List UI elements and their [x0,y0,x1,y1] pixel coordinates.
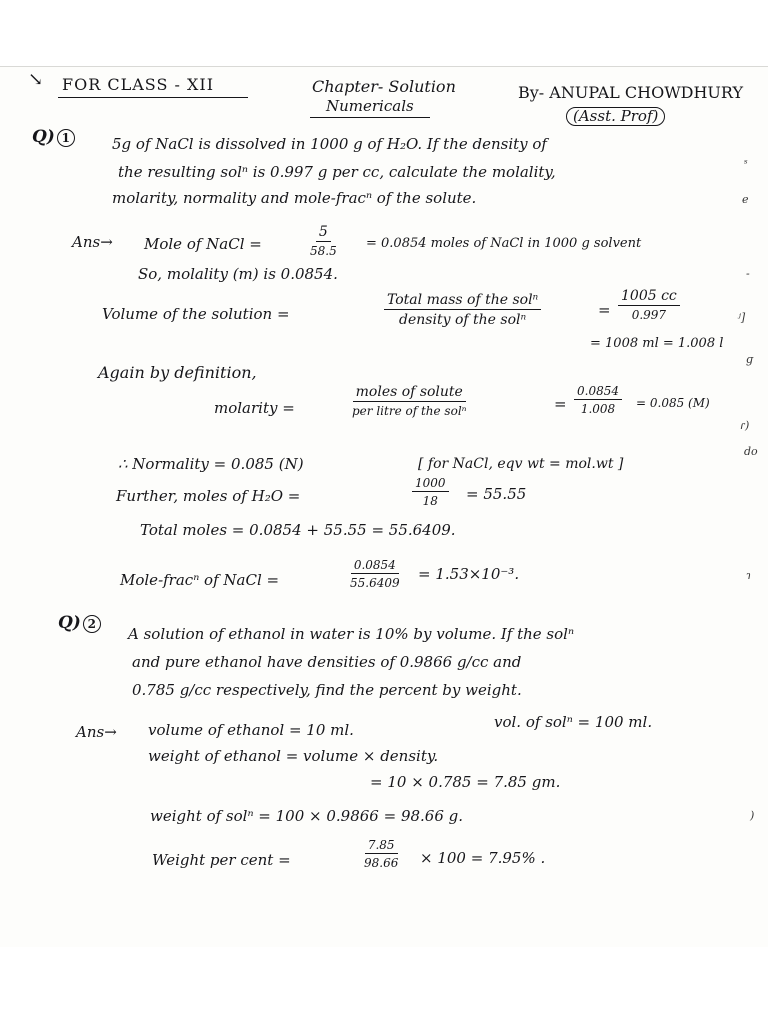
q1-water-result: = 55.55 [466,485,527,503]
q1-answer-label: Ans→ [72,233,113,251]
margin-scribble: ˢ [744,157,748,170]
q1-molarity-den: per litre of the solⁿ [352,404,467,418]
q1-mole-fraction [310,225,337,257]
q1-volume-fraction [384,293,541,327]
q1-volume-result: = 1008 ml = 1.008 l [590,336,724,351]
q1-molarity-num: moles of solute [353,385,466,402]
q1-mole-num: 5 [316,225,331,242]
q2-line2: and pure ethanol have densities of 0.9866 g/cc and [132,653,522,671]
q1-volume-num: Total mass of the solⁿ [384,293,541,310]
q1-volume-lhs: Volume of the solution = [102,305,290,323]
author-role: (Asst. Prof) [566,107,665,126]
margin-scribble: ɿ [746,569,751,582]
q1-molefrac-lhs: Mole-fracⁿ of NaCl = [120,571,280,589]
q1-normality: ∴ Normality = 0.085 (N) [118,455,304,473]
q2-line1: A solution of ethanol in water is 10% by volume. If the solⁿ [128,625,575,643]
q1-label: Q) 1 [32,129,75,147]
chapter-title: Chapter- Solution [312,77,456,96]
margin-scribble: e [742,193,749,206]
q2-number: 2 [83,615,101,633]
corner-tick: ↘ [28,69,44,90]
q2-answer-label: Ans→ [76,723,117,741]
q1-molefrac-num: 0.0854 [351,559,399,574]
q1-line1: 5g of NaCl is dissolved in 1000 g of H₂O. If the density of [112,135,547,153]
q1-molarity-lhs: molarity = [214,399,295,417]
q1-volume-den: density of the solⁿ [399,312,527,328]
margin-scribble: ɡ [746,353,754,366]
q2-weight-percent-fraction [364,839,398,869]
q1-molarity-eq: = [554,395,567,413]
q1-mole-rhs: = 0.0854 moles of NaCl in 1000 g solvent [366,236,642,251]
margin-scribble: ) [750,809,755,822]
margin-scribble: - [746,267,750,280]
q2-label: Q) 2 [58,615,101,633]
class-label: FOR CLASS - XII [62,75,215,94]
q1-water-den: 18 [422,494,438,508]
chapter-subtitle: Numericals [326,97,414,115]
q2-volume-ethanol: volume of ethanol = 10 ml. [148,721,354,739]
q1-molarity-fraction2 [574,385,622,415]
margin-scribble: ɾ) [740,419,750,432]
q2-weight-solution: weight of solⁿ = 100 × 0.9866 = 98.66 g. [150,807,464,825]
q2-weight-ethanol: weight of ethanol = volume × density. [148,747,439,765]
q1-number: 1 [57,129,75,147]
q1-molefrac-den: 55.6409 [350,576,400,590]
q1-total-moles: Total moles = 0.0854 + 55.55 = 55.6409. [140,521,456,539]
q2-line3: 0.785 g/cc respectively, find the percent by weight. [132,681,522,699]
q1-volume-num2: 1005 cc [618,289,680,306]
margin-scribble: do [744,445,758,458]
q1-mole-den: 58.5 [310,244,337,258]
q1-water-num: 1000 [412,477,449,492]
q2-wtpct-num: 7.85 [365,839,398,854]
q1-molality: So, molality (m) is 0.0854. [138,265,338,283]
q1-line3: molarity, normality and mole-fracⁿ of the solute. [112,189,477,207]
q1-molarity-num2: 0.0854 [574,385,622,400]
q1-molarity-den2: 1.008 [580,402,616,416]
q1-volume-den2: 0.997 [631,308,667,322]
q1-line2: the resulting solⁿ is 0.997 g per cc, calculate the molality, [118,163,556,181]
q2-weight-percent-result: × 100 = 7.95% . [420,849,546,867]
q1-again: Again by definition, [98,363,257,382]
q1-molefrac-result: = 1.53×10⁻³. [418,565,520,583]
author-name: By- ANUPAL CHOWDHURY [518,83,744,102]
q2-weight-percent-lhs: Weight per cent = [152,851,291,869]
q2-wtpct-den: 98.66 [364,856,399,870]
q2-weight-ethanol-calc: = 10 × 0.785 = 7.85 gm. [370,773,561,791]
class-underline [58,97,248,98]
q1-water-fraction [412,477,449,507]
q2-volume-solution: vol. of solⁿ = 100 ml. [494,713,653,731]
chapter-underline [310,117,430,118]
q1-volume-eq: = [598,301,611,319]
q1-volume-fraction2 [618,289,680,321]
q1-further-lhs: Further, moles of H₂O = [116,487,301,505]
q1-mole-lhs: Mole of NaCl = [144,235,262,253]
q1-normality-note: [ for NaCl, eqv wt = mol.wt ] [418,456,624,472]
q1-molarity-fraction [352,385,467,417]
margin-scribble: ʲ] [738,311,746,324]
notebook-page [0,66,768,947]
q1-molarity-result: = 0.085 (M) [636,396,710,410]
q1-molefrac-fraction [350,559,400,589]
